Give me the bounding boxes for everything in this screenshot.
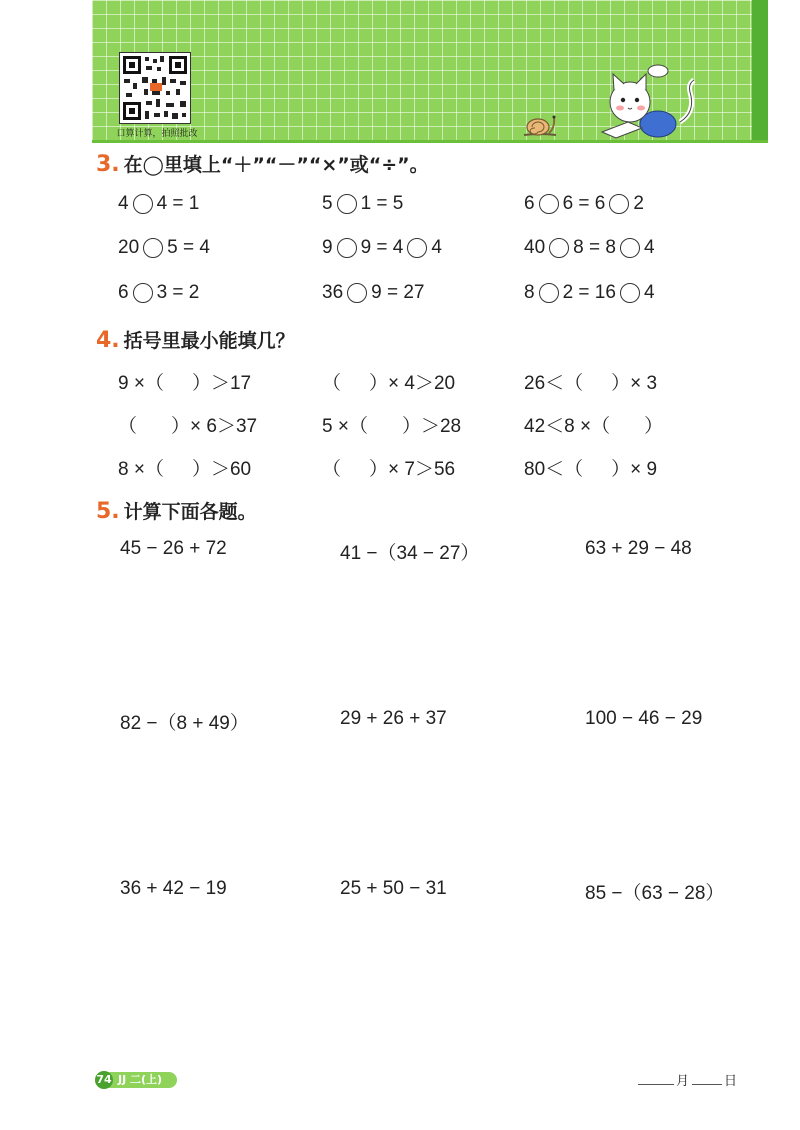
s5-problem: 45 − 26 + 72 — [120, 538, 227, 559]
s3-item: 5 1 = 5 — [322, 193, 404, 214]
s4-item: 80＜（ ）× 9 — [524, 459, 658, 480]
answer-circle[interactable] — [549, 238, 569, 258]
answer-circle[interactable] — [620, 283, 640, 303]
s3-item: 6 3 = 2 — [118, 282, 200, 303]
answer-circle[interactable] — [337, 194, 357, 214]
answer-circle[interactable] — [539, 194, 559, 214]
answer-circle[interactable] — [133, 194, 153, 214]
section-3-number: 3. — [96, 152, 120, 177]
qr-code-icon[interactable] — [119, 52, 191, 124]
month-label: 月 — [676, 1074, 690, 1089]
s3-item: 20 5 = 4 — [118, 237, 210, 258]
page-number: 74 — [95, 1071, 113, 1089]
s3-item: 40 8 = 8 4 — [524, 237, 655, 258]
s5-problem: 100 − 46 − 29 — [585, 708, 703, 729]
s3-item: 9 9 = 4 4 — [322, 237, 442, 258]
s3-item: 6 6 = 6 2 — [524, 193, 644, 214]
s3-item: 4 4 = 1 — [118, 193, 200, 214]
section-5-number: 5. — [96, 499, 120, 524]
section-5-text: 计算下面各题。 — [123, 501, 257, 523]
answer-circle[interactable] — [347, 283, 367, 303]
s5-problem: 29 + 26 + 37 — [340, 708, 447, 729]
day-label: 日 — [724, 1074, 738, 1089]
edition-label: JJ 二(上) — [118, 1073, 163, 1086]
s4-item: 8 ×（ ）＞60 — [118, 459, 252, 480]
s4-item: 9 ×（ ）＞17 — [118, 373, 252, 394]
s5-problem: 63 + 29 − 48 — [585, 538, 692, 559]
section-5-title — [96, 497, 257, 524]
s5-problem: 41 −（34 − 27） — [340, 543, 480, 564]
section-4-number: 4. — [96, 328, 120, 353]
answer-circle[interactable] — [143, 238, 163, 258]
s4-item: 5 ×（ ）＞28 — [322, 416, 462, 437]
section-4-text: 括号里最小能填几？ — [123, 330, 295, 352]
s4-item: （ ）× 6＞37 — [118, 416, 258, 437]
month-blank[interactable] — [638, 1084, 674, 1085]
answer-circle[interactable] — [609, 194, 629, 214]
answer-circle[interactable] — [337, 238, 357, 258]
s5-problem: 36 + 42 − 19 — [120, 878, 227, 899]
answer-circle[interactable] — [620, 238, 640, 258]
s3-item: 36 9 = 27 — [322, 282, 425, 303]
qr-caption: 口算计算，拍照批改 — [116, 129, 198, 139]
s3-item: 8 2 = 16 4 — [524, 282, 655, 303]
section-4-title — [96, 326, 295, 353]
s5-problem: 25 + 50 − 31 — [340, 878, 447, 899]
banner-edge — [752, 0, 768, 140]
section-3-title — [96, 150, 429, 177]
s5-problem: 82 −（8 + 49） — [120, 713, 249, 734]
s4-item: （ ）× 7＞56 — [322, 459, 456, 480]
cat-illustration-icon — [598, 62, 703, 140]
answer-circle[interactable] — [407, 238, 427, 258]
s4-item: 42＜8 ×（ ） — [524, 416, 664, 437]
s4-item: 26＜（ ）× 3 — [524, 373, 658, 394]
s5-problem: 85 −（63 − 28） — [585, 883, 725, 904]
section-3-text: 在◯里填上“＋”“－”“×”或“÷”。 — [123, 154, 429, 176]
snail-icon — [522, 108, 562, 138]
s4-item: （ ）× 4＞20 — [322, 373, 456, 394]
answer-circle[interactable] — [539, 283, 559, 303]
day-blank[interactable] — [692, 1084, 722, 1085]
answer-circle[interactable] — [133, 283, 153, 303]
